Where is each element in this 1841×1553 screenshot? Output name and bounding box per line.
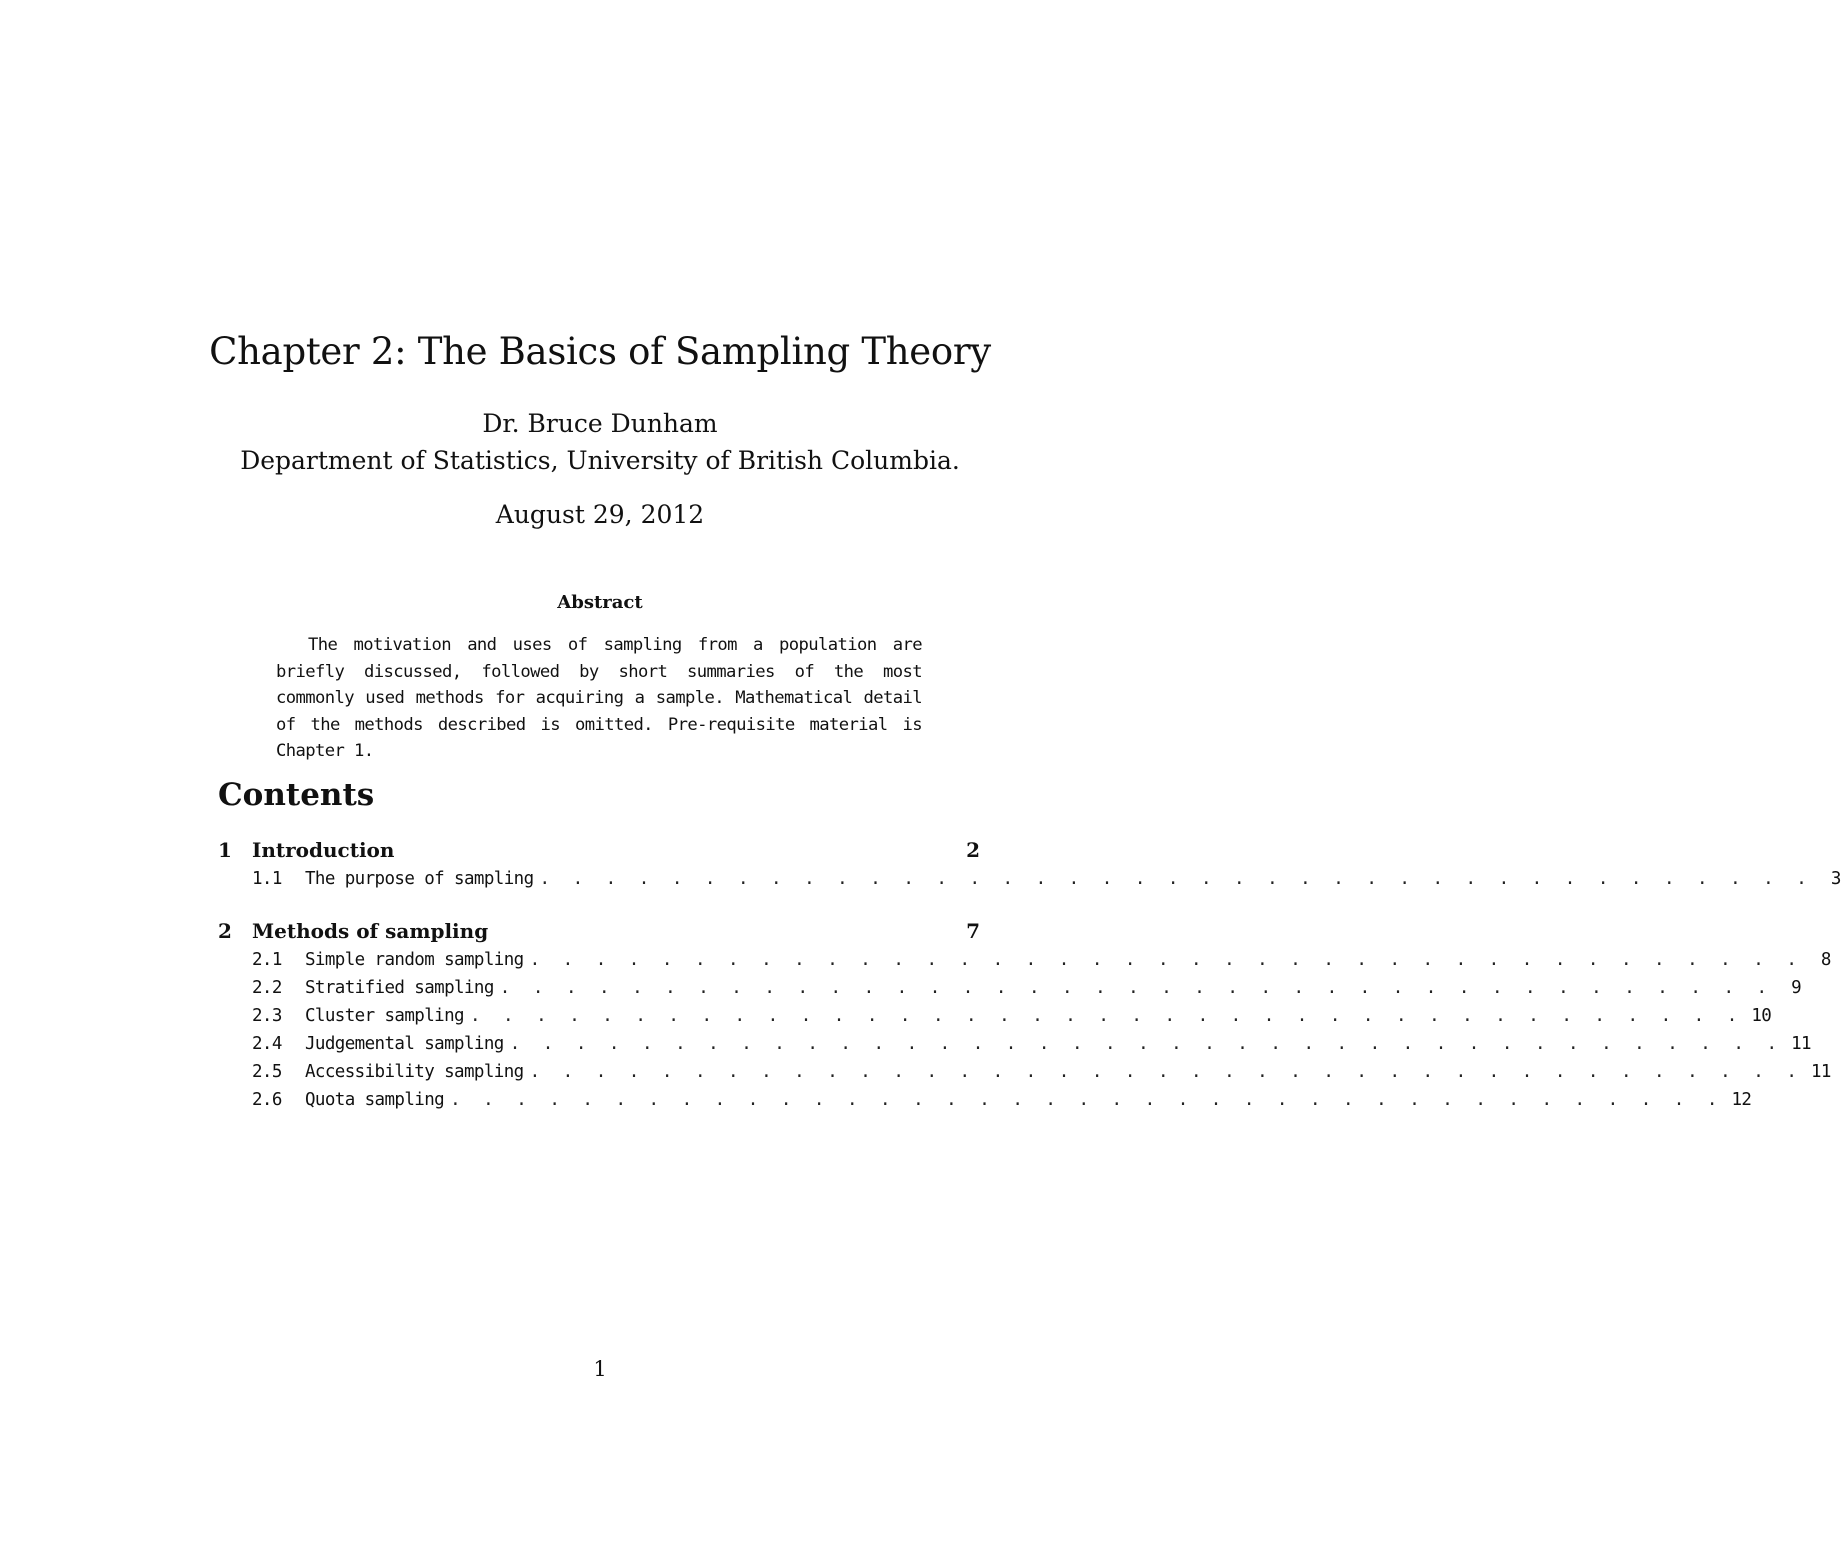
author-name: Dr. Bruce Dunham: [482, 409, 718, 438]
toc-subsection-2-3[interactable]: [218, 1006, 1772, 1026]
abstract-heading: Abstract: [557, 592, 643, 613]
toc-subsection-title: Accessibility sampling: [305, 1062, 524, 1082]
toc-subsection-title: The purpose of sampling: [305, 869, 534, 889]
toc-subsection-title: Stratified sampling: [305, 978, 494, 998]
toc-section-title: Methods of sampling: [252, 919, 489, 943]
toc-subsection-2-2[interactable]: [218, 978, 1802, 998]
toc-subsection-title: Cluster sampling: [305, 1006, 464, 1026]
contents-heading: Contents: [218, 777, 375, 813]
abstract-text: The motivation and uses of sampling from a population are briefly discussed, followed by short summaries of the most commonly used methods for acquiring a sample. Mathematical detail of the methods described is omitted. Pre-requisite material is Chapter 1.: [276, 635, 922, 761]
page-number: 1: [593, 1357, 607, 1381]
author-affiliation: Department of Statistics, University of British Columbia.: [240, 446, 960, 475]
toc-subsection-page: 11: [1791, 1034, 1811, 1054]
toc-section-page: 2: [966, 838, 980, 862]
toc-subsection-page: 8: [1820, 950, 1831, 970]
toc-dot-leader: . . . . . . . . . . . . . . . . . . . . . . . . . . . . . . . . . . . . . . .: [529, 1062, 1803, 1082]
toc-dot-leader: . . . . . . . . . . . . . . . . . . . . . . . . . . . . . . . . . . . . . . .: [450, 1090, 1724, 1110]
toc-subsection-number: 1.1: [252, 869, 282, 889]
toc-subsection-1-1[interactable]: [218, 869, 1841, 889]
toc-subsection-2-1[interactable]: [218, 950, 1831, 970]
toc-subsection-page: 12: [1731, 1090, 1752, 1110]
toc-dot-leader: . . . . . . . . . . . . . . . . . . . . . . . . . . . . . . . . . . . . . . .: [499, 978, 1774, 998]
toc-subsection-title: Quota sampling: [305, 1090, 445, 1110]
toc-dot-leader: . . . . . . . . . . . . . . . . . . . . . . . . . . . . . . . . . . . . . . .: [469, 1006, 1744, 1026]
toc-subsection-title: Simple random sampling: [305, 950, 524, 970]
toc-subsection-number: 2.5: [252, 1062, 282, 1082]
toc-subsection-page: 11: [1810, 1062, 1831, 1082]
toc-subsection-2-6[interactable]: [218, 1090, 1752, 1110]
toc-section-number: 2: [218, 919, 232, 943]
toc-section-2[interactable]: [218, 919, 980, 943]
toc-subsection-number: 2.6: [252, 1090, 282, 1110]
toc-subsection-title: Judgemental sampling: [305, 1034, 504, 1054]
toc-section-title: Introduction: [252, 838, 395, 862]
toc-subsection-2-4[interactable]: [218, 1034, 1811, 1054]
toc-subsection-number: 2.2: [252, 978, 282, 998]
toc-subsection-page: 10: [1751, 1006, 1772, 1026]
toc-dot-leader: . . . . . . . . . . . . . . . . . . . . . . . . . . . . . . . . . . . . . . .: [529, 950, 1803, 970]
toc-subsection-2-5[interactable]: [218, 1062, 1831, 1082]
toc-subsection-page: 3: [1830, 869, 1841, 889]
toc-dot-leader: . . . . . . . . . . . . . . . . . . . . . . . . . . . . . . . . . . . . . . .: [509, 1034, 1783, 1054]
toc-section-1[interactable]: [218, 838, 980, 862]
table-of-contents: [218, 0, 1841, 1553]
document-date: August 29, 2012: [495, 500, 705, 529]
toc-section-number: 1: [218, 838, 232, 862]
toc-dot-leader: . . . . . . . . . . . . . . . . . . . . . . . . . . . . . . . . . . . . . . .: [539, 869, 1813, 889]
toc-subsection-number: 2.4: [252, 1034, 282, 1054]
toc-subsection-number: 2.1: [252, 950, 282, 970]
toc-subsection-page: 9: [1791, 978, 1802, 998]
document-title: Chapter 2: The Basics of Sampling Theory: [209, 330, 991, 373]
toc-subsection-number: 2.3: [252, 1006, 282, 1026]
toc-section-page: 7: [966, 919, 980, 943]
